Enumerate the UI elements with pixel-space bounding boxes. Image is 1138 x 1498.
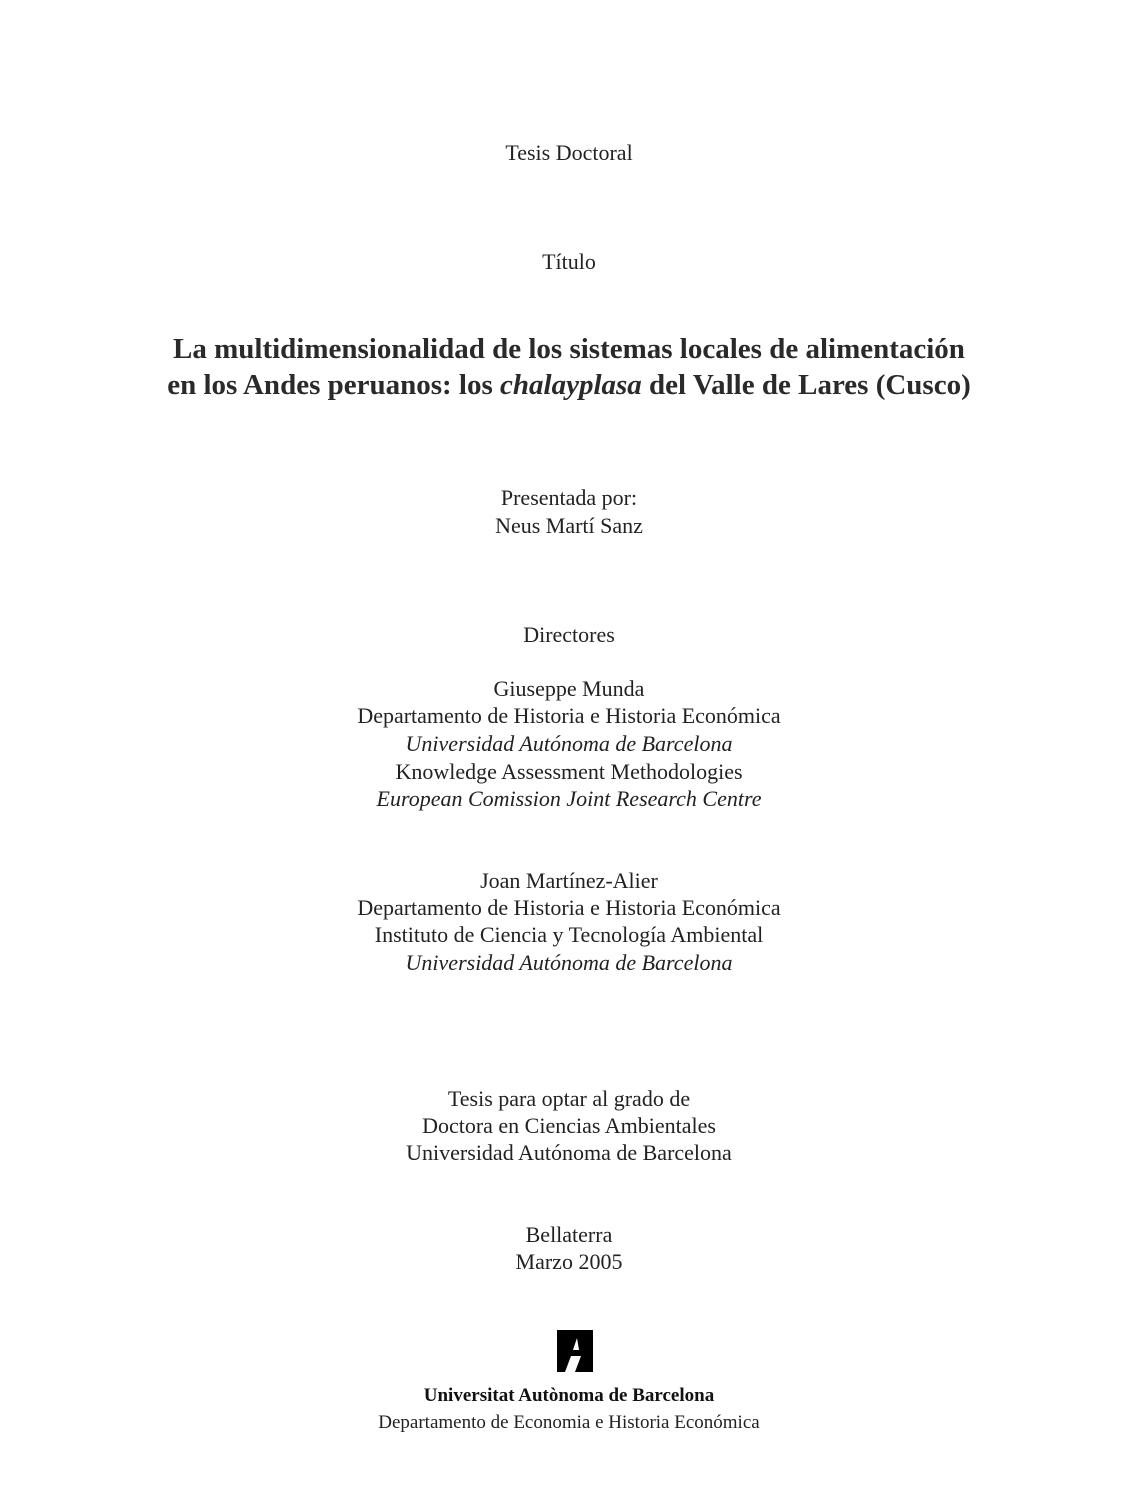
director-2-name: Joan Martínez-Alier: [480, 868, 658, 893]
director-1-org: European Comission Joint Research Centre: [376, 786, 762, 811]
thesis-title-italic-term: chalayplasa: [500, 369, 642, 401]
title-label: Título: [542, 249, 596, 274]
date: Marzo 2005: [515, 1249, 623, 1274]
footer-department: Departamento de Economia e Historia Económica: [378, 1412, 760, 1433]
director-2-dept: Departamento de Historia e Historia Económica: [357, 895, 781, 920]
degree-line-1: Tesis para optar al grado de: [447, 1086, 691, 1111]
presented-by-label: Presentada por:: [500, 485, 638, 510]
place: Bellaterra: [525, 1222, 613, 1247]
director-1-dept: Departamento de Historia e Historia Económica: [357, 703, 781, 728]
thesis-title-line-2-start: en los Andes peruanos: los: [167, 369, 501, 401]
director-2-institute: Instituto de Ciencia y Tecnología Ambiental: [374, 922, 764, 947]
doc-type-label: Tesis Doctoral: [505, 140, 633, 165]
thesis-title-line-1: La multidimensionalidad de los sistemas locales de alimentación: [173, 333, 965, 365]
director-1-unit: Knowledge Assessment Methodologies: [395, 759, 743, 784]
thesis-title-line-2: [0, 367, 1138, 403]
uab-logo-icon: [555, 1330, 595, 1372]
degree-line-2: Doctora en Ciencias Ambientales: [422, 1113, 716, 1138]
degree-line-3: Universidad Autónoma de Barcelona: [406, 1140, 732, 1165]
author-name: Neus Martí Sanz: [495, 513, 643, 538]
director-2-university: Universidad Autónoma de Barcelona: [405, 950, 733, 975]
directors-label: Directores: [523, 622, 615, 647]
director-1-university: Universidad Autónoma de Barcelona: [405, 731, 733, 756]
director-1-name: Giuseppe Munda: [493, 676, 645, 701]
footer-university-name: Universitat Autònoma de Barcelona: [423, 1385, 715, 1406]
thesis-title-line-2-end: del Valle de Lares (Cusco): [641, 369, 971, 401]
